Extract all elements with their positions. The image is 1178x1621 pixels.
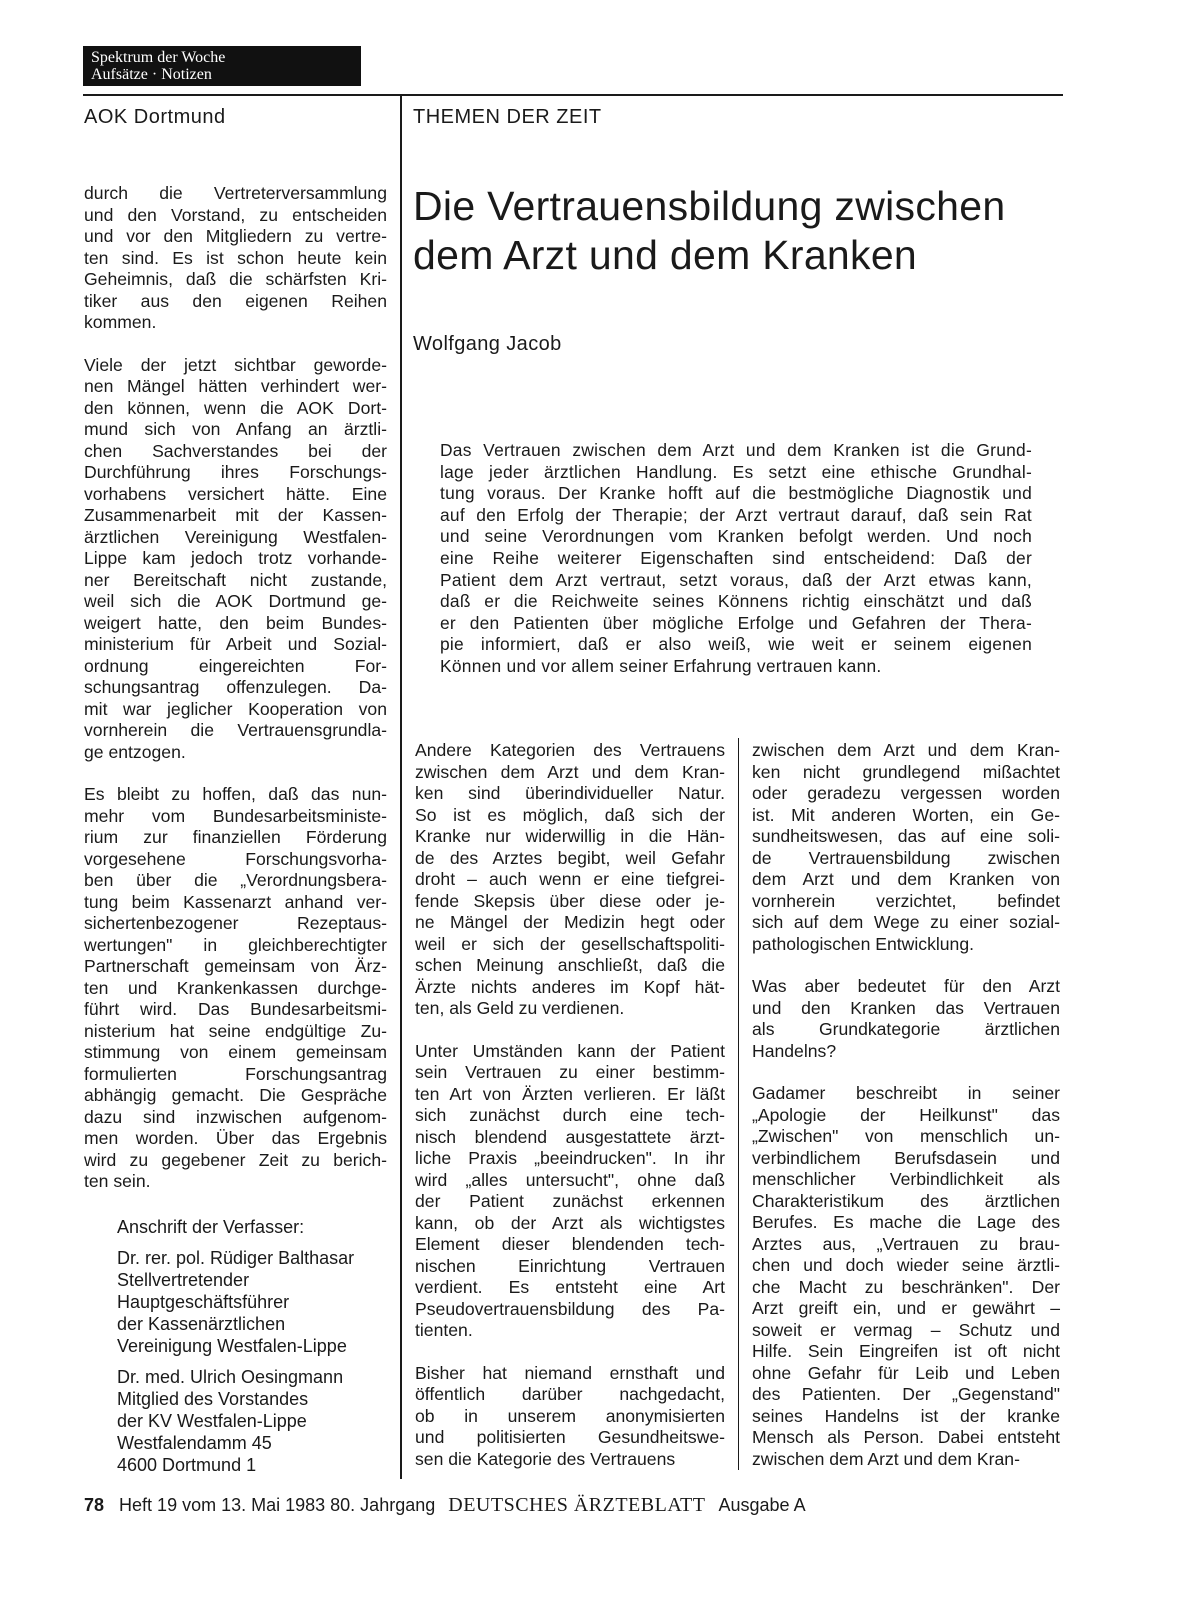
text-line: pathologischen Entwicklung. [752, 933, 975, 954]
text-line: ten, als Geld zu verdienen. [415, 998, 625, 1018]
text-line: che Macht zu beschränken". Der [752, 1276, 1060, 1297]
text-line: Das Vertrauen zwischen dem Arzt und dem Kranken ist die Grund- [440, 440, 1032, 460]
left-column [84, 183, 387, 1193]
text-line: ob in unserem anonymisierten [415, 1405, 725, 1426]
text-line: rium zur finanziellen Förderung [84, 827, 387, 847]
text-line: weigert hatte, den beim Bundes- [84, 612, 387, 633]
text-line: Element dieser blendenden tech- [415, 1234, 725, 1254]
text-line: vorgesehene Forschungsvorha- [84, 848, 387, 869]
journal-name: DEUTSCHES ÄRZTEBLATT [448, 1494, 706, 1516]
text-line: Viele der jetzt sichtbar geworde- [84, 354, 387, 375]
top-rule [83, 94, 1063, 96]
text-line: seines Handelns ist der kranke [752, 1405, 1060, 1426]
text-line: Pseudovertrauensbildung des Pa- [415, 1298, 725, 1319]
text-line: zwischen dem Arzt und dem Kran- [752, 740, 1060, 760]
middle-column [415, 740, 725, 1470]
article-title [413, 182, 1005, 280]
text-line: Vereinigung Westfalen-Lippe [117, 1336, 347, 1356]
text-line: lage jeder ärztlichen Handlung. Es setzt eine ethische Grundhal- [440, 461, 1032, 482]
text-line: den können, wenn die AOK Dort- [84, 397, 387, 418]
text-line: ken nicht grundlegend mißachtet [752, 761, 1060, 782]
text-line: nen Mängel hätten verhindert wer- [84, 376, 387, 396]
text-line: nisterium hat seine endgültige Zu- [84, 1020, 387, 1041]
inner-column-divider [738, 738, 739, 1470]
paragraph [752, 1083, 1060, 1470]
title-line: dem Arzt und dem Kranken [413, 232, 918, 278]
text-line: verdient. Es entsteht eine Art [415, 1277, 725, 1297]
text-line: Hilfe. Sein Eingreifen ist oft nicht [752, 1341, 1060, 1361]
text-line: mehr vom Bundesarbeitsministe- [84, 805, 387, 826]
text-line: ist. Mit anderen Worten, ein Ge- [752, 804, 1060, 825]
article-author: Wolfgang Jacob [413, 333, 562, 355]
text-line: chen und doch wieder seine ärztli- [752, 1255, 1060, 1275]
text-line: Westfalendamm 45 [117, 1433, 272, 1453]
paragraph [752, 976, 1060, 1062]
title-line: Die Vertrauensbildung zwischen [413, 183, 1006, 229]
text-line: daß er die Reichweite seines Könnens richtig einschätzt und daß [440, 591, 1032, 612]
text-line: Unter Umständen kann der Patient [415, 1040, 725, 1061]
text-line: ge entzogen. [84, 741, 186, 762]
text-line: de des Arztes begibt, weil Gefahr [415, 847, 725, 868]
text-line: men worden. Über das Ergebnis [84, 1128, 387, 1148]
text-line: der KV Westfalen-Lippe [117, 1411, 307, 1431]
section-label [83, 46, 361, 86]
text-line: de Vertrauensbildung zwischen [752, 847, 1060, 868]
text-line: als Grundkategorie ärztlichen [752, 1019, 1060, 1039]
text-line: ohne Gefahr für Leib und Leben [752, 1362, 1060, 1383]
text-line: pie informiert, daß er also weiß, wie weit er seinem eigenen [440, 634, 1032, 655]
text-line: formulierten Forschungsantrag [84, 1063, 387, 1084]
text-line: tung beim Kassenarzt anhand ver- [84, 891, 387, 912]
text-line: abhängig gemacht. Die Gespräche [84, 1085, 387, 1105]
text-line: Mensch als Person. Dabei entsteht [752, 1427, 1060, 1447]
text-line: ner Bereitschaft nicht zustande, [84, 569, 387, 590]
text-line: Partnerschaft gemeinsam von Ärz- [84, 956, 387, 976]
issue-info: Heft 19 vom 13. Mai 1983 80. Jahrgang [119, 1495, 436, 1515]
text-line: und den Vorstand, zu entscheiden [84, 204, 387, 225]
text-line: Dr. med. Ulrich Oesingmann [117, 1367, 344, 1387]
text-line: menschlicher Verbindlichkeit als [752, 1169, 1060, 1189]
text-line: des Patienten. Der „Gegenstand" [752, 1384, 1060, 1404]
page-number: 78 [84, 1495, 105, 1515]
text-line: ben über die „Verordnungsbera- [84, 870, 387, 890]
text-line: Durchführung ihres Forschungs- [84, 462, 387, 482]
text-line: wird „alles untersucht", ohne daß [415, 1169, 725, 1190]
paragraph [84, 183, 387, 334]
text-line: öffentlich darüber nachgedacht, [415, 1384, 725, 1404]
text-line: tiker aus den eigenen Reihen [84, 290, 387, 311]
text-line: Ärzte nichts anderes im Kopf hät- [415, 976, 725, 997]
section-label-line1: Spektrum der Woche [91, 49, 226, 66]
text-line: vornherein verzichtet, befindet [752, 890, 1060, 911]
text-line: Was aber bedeutet für den Arzt [752, 976, 1060, 996]
paragraph [415, 1041, 725, 1342]
text-line: Charakteristikum des ärztlichen [752, 1190, 1060, 1211]
paragraph [752, 740, 1060, 955]
text-line: sundheitswesen, das auf eine soli- [752, 826, 1060, 846]
text-line: kommen. [84, 312, 157, 332]
text-line: Mitglied des Vorstandes [117, 1389, 309, 1409]
text-line: liche Praxis „beeindrucken". In ihr [415, 1148, 725, 1168]
left-running-head: AOK Dortmund [84, 106, 226, 128]
text-line: ministerium für Arbeit und Sozial- [84, 634, 387, 654]
edition: Ausgabe A [718, 1495, 806, 1515]
text-line: Andere Kategorien des Vertrauens [415, 740, 725, 760]
text-line: ordnung eingereichten For- [84, 655, 387, 676]
section-label-line2: Aufsätze · Notizen [91, 66, 212, 83]
paragraph [415, 1363, 725, 1471]
text-line: dazu sind inzwischen aufgenom- [84, 1106, 387, 1127]
text-line: chen Sachverstandes bei der [84, 440, 387, 461]
text-line: verbindlichem Berufsdasein und [752, 1147, 1060, 1168]
text-line: oder geradezu vergessen worden [752, 783, 1060, 803]
text-line: schungsantrag offenzulegen. Da- [84, 677, 387, 697]
text-line: und seine Verordnungen vom Kranken befolgt werden. Und noch [440, 526, 1032, 547]
paragraph [415, 740, 725, 1020]
article-abstract [440, 440, 1032, 678]
text-line: sich zunächst durch eine tech- [415, 1105, 725, 1125]
text-line: sichertenbezogener Rezeptaus- [84, 913, 387, 933]
text-line: sich auf dem Wege zu einer sozial- [752, 912, 1060, 932]
text-line: mit war jeglicher Kooperation von [84, 698, 387, 719]
text-line: ten sind. Es ist schon heute kein [84, 247, 387, 268]
text-line: weil sich die AOK Dortmund ge- [84, 591, 387, 611]
text-line: der Kassenärztlichen [117, 1314, 286, 1334]
text-line: ken sind überindividueller Natur. [415, 783, 725, 803]
text-line: Bisher hat niemand ernsthaft und [415, 1362, 725, 1383]
page-footer [84, 1494, 806, 1517]
text-line: ne Mängel der Medizin hegt oder [415, 912, 725, 932]
text-line: droht – auch wenn er eine tiefgrei- [415, 869, 725, 889]
paragraph [84, 355, 387, 764]
text-line: ten sein. [84, 1171, 151, 1191]
text-line: sein Vertrauen zu einer bestimm- [415, 1062, 725, 1082]
text-line: eine Reihe weiterer Eigenschaften sind entscheidend: Daß der [440, 547, 1032, 568]
text-line: 4600 Dortmund 1 [117, 1455, 257, 1475]
text-line: ärztlichen Vereinigung Westfalen- [84, 526, 387, 547]
text-line: Gadamer beschreibt in seiner [752, 1083, 1060, 1103]
right-column [752, 740, 1060, 1470]
text-line: fende Skepsis über diese oder je- [415, 890, 725, 911]
text-line: Berufes. Es mache die Lage des [752, 1212, 1060, 1232]
address-block [117, 1247, 407, 1357]
author-address [117, 1216, 407, 1476]
text-line: Arztes aus, „Vertrauen zu brau- [752, 1233, 1060, 1254]
text-line: Kranke nur widerwillig in die Hän- [415, 826, 725, 846]
text-line: So ist es möglich, daß sich der [415, 804, 725, 825]
right-running-head: THEMEN DER ZEIT [413, 106, 602, 128]
text-line: dem Arzt und dem Kranken von [752, 869, 1060, 889]
text-line: kann, ob der Arzt als wichtigstes [415, 1212, 725, 1233]
text-line: vorhabens versichert hätte. Eine [84, 483, 387, 504]
text-line: Handelns? [752, 1040, 837, 1061]
text-line: Es bleibt zu hoffen, daß das nun- [84, 784, 387, 804]
text-line: Können und vor allem seiner Erfahrung vertrauen kann. [440, 655, 882, 676]
paragraph [84, 784, 387, 1193]
text-line: nisch blendend ausgestattete ärzt- [415, 1126, 725, 1147]
text-line: tienten. [415, 1320, 473, 1340]
text-line: Geheimnis, daß die schärfsten Kri- [84, 269, 387, 289]
text-line: Hauptgeschäftsführer [117, 1292, 290, 1312]
text-line: Stellvertretender [117, 1270, 250, 1290]
text-line: und den Kranken das Vertrauen [752, 997, 1060, 1018]
text-line: der Patient zunächst erkennen [415, 1191, 725, 1211]
text-line: wird zu gegebener Zeit zu berich- [84, 1149, 387, 1170]
address-label: Anschrift der Verfasser: [117, 1217, 305, 1237]
address-block [117, 1366, 407, 1476]
text-line: „Apologie der Heilkunst" das [752, 1104, 1060, 1125]
text-line: und politisierten Gesundheitswe- [415, 1427, 725, 1447]
text-line: ten Art von Ärzten verlieren. Er läßt [415, 1083, 725, 1104]
text-line: er den Patienten über mögliche Erfolge und Gefahren der Thera- [440, 612, 1032, 633]
text-line: auf den Erfolg der Therapie; der Arzt vertraut darauf, daß sein Rat [440, 504, 1032, 525]
text-line: sen die Kategorie des Vertrauens [415, 1448, 676, 1469]
text-line: mund sich von Anfang an ärztli- [84, 419, 387, 439]
text-line: Zusammenarbeit mit der Kassen- [84, 505, 387, 525]
text-line: schen Meinung anschließt, daß die [415, 955, 725, 975]
text-line: wertungen" in gleichberechtigter [84, 934, 387, 955]
text-line: vornherein die Vertrauensgrundla- [84, 720, 387, 740]
text-line: führt wird. Das Bundesarbeitsmi- [84, 999, 387, 1019]
text-line: zwischen dem Arzt und dem Kran- [415, 761, 725, 782]
text-line: Dr. rer. pol. Rüdiger Balthasar [117, 1248, 355, 1268]
text-line: weil er sich der gesellschaftspoliti- [415, 933, 725, 954]
text-line: soweit er vermag – Schutz und [752, 1319, 1060, 1340]
text-line: stimmung von einem gemeinsam [84, 1042, 387, 1062]
text-line: ten und Krankenkassen durchge- [84, 977, 387, 998]
text-line: tung voraus. Der Kranke hofft auf die bestmögliche Diagnostik und [440, 483, 1032, 504]
text-line: nischen Einrichtung Vertrauen [415, 1255, 725, 1276]
text-line: „Zwischen" von menschlich un- [752, 1126, 1060, 1146]
text-line: Arzt greift ein, und er gewährt – [752, 1298, 1060, 1318]
text-line: und vor den Mitgliedern zu vertre- [84, 226, 387, 246]
text-line: durch die Vertreterversammlung [84, 183, 387, 203]
text-line: Patient dem Arzt vertraut, setzt voraus, daß der Arzt etwas kann, [440, 569, 1032, 590]
text-line: Lippe kam jedoch trotz vorhande- [84, 548, 387, 568]
text-line: zwischen dem Arzt und dem Kran- [752, 1448, 1020, 1469]
